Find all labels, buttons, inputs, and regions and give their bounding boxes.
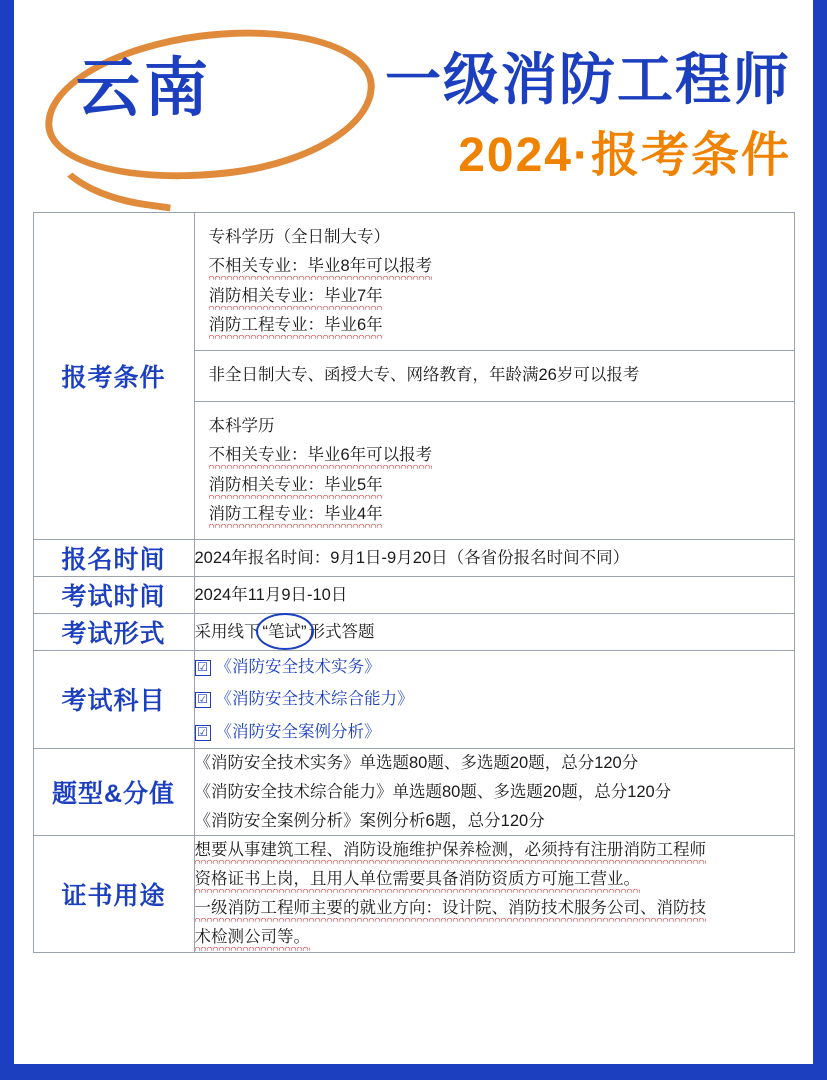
text-underlined: 资格证书上岗，且用人单位需要具备消防资质方可施工营业。	[195, 870, 641, 893]
row-label-question-types: 题型&分值	[33, 748, 194, 836]
text-line	[195, 865, 794, 894]
text-underlined: 不相关专业：毕业8年可以报考	[209, 257, 433, 280]
checkbox-checked-icon: ☑	[195, 725, 211, 741]
text-underlined: 术检测公司等。	[195, 928, 311, 951]
row-content-certificate-use	[194, 836, 794, 953]
text-underlined: 一级消防工程师主要的就业方向：设计院、消防技术服务公司、消防技	[195, 899, 707, 922]
row-content-eligibility	[194, 213, 794, 540]
text-line	[195, 894, 794, 923]
subject-item	[195, 716, 794, 748]
text-line	[195, 836, 794, 865]
row-content-subjects	[194, 651, 794, 749]
text-line	[209, 252, 780, 281]
text-line	[195, 618, 794, 647]
row-label-exam-format: 考试形式	[33, 614, 194, 651]
row-label-registration-time: 报名时间	[33, 540, 194, 577]
exam-format-prefix: 采用线下	[194, 622, 261, 641]
text-line: 《消防安全技术综合能力》单选题80题、多选题20题，总分120分	[194, 782, 672, 801]
row-label-eligibility: 报考条件	[33, 213, 194, 540]
row-label-exam-time: 考试时间	[33, 577, 194, 614]
text-line	[209, 471, 780, 500]
table-row-eligibility	[33, 213, 794, 540]
eligibility-block-college	[195, 213, 794, 351]
text-underlined: 消防工程专业：毕业4年	[209, 505, 383, 528]
text-line: 2024年11月9日-10日	[194, 585, 348, 604]
text-line	[209, 282, 780, 311]
table-row-exam-time	[33, 577, 794, 614]
table-row-exam-format	[33, 614, 794, 651]
bottom-accent-bar	[14, 1064, 813, 1080]
eligibility-block-parttime	[195, 351, 794, 401]
text-underlined: 消防相关专业：毕业7年	[209, 287, 383, 310]
subject-label: 《消防安全技术实务》	[215, 658, 381, 677]
exam-format-suffix: 形式答题	[308, 622, 375, 641]
row-label-subjects: 考试科目	[33, 651, 194, 749]
table-row-certificate-use	[33, 836, 794, 953]
subject-item	[195, 651, 794, 683]
text-line: 《消防安全技术实务》单选题80题、多选题20题，总分120分	[194, 753, 639, 772]
table-row-question-types	[33, 748, 794, 836]
table-row-registration-time	[33, 540, 794, 577]
text-line	[209, 311, 780, 340]
text-underlined: 想要从事建筑工程、消防设施维护保养检测，必须持有注册消防工程师	[195, 841, 707, 864]
row-content-exam-time	[194, 577, 794, 614]
subject-label: 《消防安全案例分析》	[215, 722, 381, 741]
row-content-exam-format	[194, 614, 794, 651]
text-line: 非全日制大专、函授大专、网络教育，年龄满26岁可以报考	[208, 366, 640, 385]
subject-label: 《消防安全技术综合能力》	[215, 690, 414, 709]
text-underlined: 不相关专业：毕业6年可以报考	[209, 446, 433, 469]
exam-subtitle: 2024·报考条件	[458, 129, 791, 182]
subject-item	[195, 683, 794, 715]
text-line: 本科学历	[208, 416, 275, 435]
row-content-question-types	[194, 748, 794, 836]
text-line: 2024年报名时间：9月1日-9月20日（各省份报名时间不同）	[194, 548, 630, 567]
text-underlined: 消防工程专业：毕业6年	[209, 316, 383, 339]
text-line	[209, 500, 780, 529]
text-underlined: 消防相关专业：毕业5年	[209, 476, 383, 499]
eligibility-block-bachelor	[195, 402, 794, 539]
exam-title: 一级消防工程师	[385, 48, 791, 111]
checkbox-checked-icon: ☑	[195, 660, 211, 676]
poster-header	[14, 0, 813, 212]
table-row-subjects	[33, 651, 794, 749]
text-line	[195, 923, 794, 952]
requirements-table	[33, 212, 795, 953]
text-line: 《消防安全案例分析》案例分析6题，总分120分	[194, 811, 545, 830]
checkbox-checked-icon: ☑	[195, 692, 211, 708]
exam-format-highlight: “笔试”	[261, 618, 309, 647]
row-label-certificate-use: 证书用途	[33, 836, 194, 953]
text-line	[209, 441, 780, 470]
province-title: 云南	[76, 52, 212, 124]
text-line: 专科学历（全日制大专）	[208, 228, 390, 246]
row-content-registration-time	[194, 540, 794, 577]
